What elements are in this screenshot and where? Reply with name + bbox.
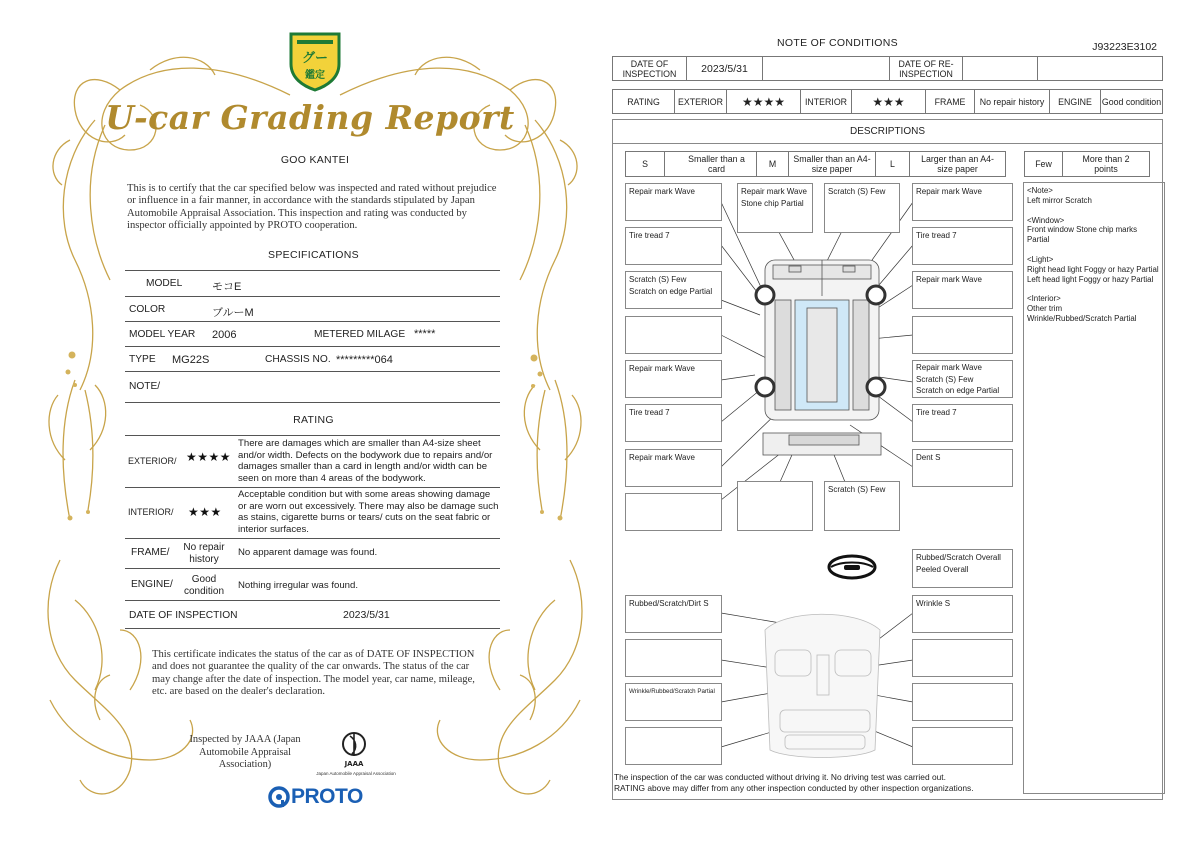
steering-wheel-icon bbox=[829, 556, 875, 578]
car-top-view-icon bbox=[763, 260, 881, 455]
date-inspection-value: 2023/5/31 bbox=[686, 56, 763, 81]
note-label: NOTE/ bbox=[129, 381, 161, 392]
divider bbox=[125, 321, 500, 322]
legend-m: M bbox=[756, 151, 789, 177]
divider bbox=[125, 628, 500, 629]
exterior-note-box: Tire tread 7 bbox=[912, 227, 1013, 265]
interior-note-box bbox=[912, 639, 1013, 677]
interior-note-box: Rubbed/Scratch/Dirt S bbox=[625, 595, 722, 633]
exterior-note-box bbox=[737, 481, 813, 531]
exterior-note-box: Repair mark Wave bbox=[912, 271, 1013, 309]
divider bbox=[125, 346, 500, 347]
exterior-note-box: Scratch (S) Few Scratch on edge Partial bbox=[625, 271, 722, 309]
legend-l: L bbox=[875, 151, 910, 177]
proto-logo-text: PROTO bbox=[291, 785, 363, 808]
remark-interior: <Interior> Other trim Wrinkle/Rubbed/Scratch Partial bbox=[1027, 294, 1137, 323]
legend-s-desc: Smaller than a card bbox=[664, 151, 769, 177]
car-interior-view-icon bbox=[765, 614, 880, 757]
interior-note-box bbox=[625, 727, 722, 765]
exterior-note-box: Repair mark Wave bbox=[625, 449, 722, 487]
exterior-note-box bbox=[625, 316, 722, 354]
legend-few: Few bbox=[1024, 151, 1063, 177]
divider bbox=[125, 568, 500, 569]
legend-few-desc: More than 2 points bbox=[1062, 151, 1150, 177]
divider bbox=[125, 435, 500, 436]
wheel-icon bbox=[867, 286, 885, 304]
certificate-title: U-car Grading Report bbox=[105, 98, 515, 137]
frame-value: No repair history bbox=[974, 89, 1050, 114]
exterior-note-box bbox=[912, 316, 1013, 354]
exterior-note-box: Repair mark Wave bbox=[625, 183, 722, 221]
exterior-note-box: Tire tread 7 bbox=[625, 404, 722, 442]
exterior-stars: ★★★★ bbox=[726, 89, 801, 114]
frame-label: FRAME bbox=[925, 89, 975, 114]
chassis-value: *********064 bbox=[336, 354, 393, 366]
model-year-value: 2006 bbox=[212, 329, 237, 341]
interior-note-box: Wrinkle/Rubbed/Scratch Partial bbox=[625, 683, 722, 721]
interior-note-box bbox=[625, 639, 722, 677]
exterior-note-box: Scratch (S) Few bbox=[824, 183, 900, 233]
certificate-intro: This is to certify that the car specified below was inspected and rated without prejudice or influence in a fair manner, in accordance with the standards stipulated by Japan Automobile Appraisal Association. This inspection and rating was conducted by inspector officially appointed by PROTO cooperation. bbox=[127, 183, 497, 232]
goo-kantei-badge-icon bbox=[287, 30, 343, 92]
engine-description: Nothing irregular was found. bbox=[238, 580, 358, 591]
divider bbox=[125, 296, 500, 297]
jaaa-abbreviation: JAAA bbox=[344, 760, 364, 768]
descriptions-heading: DESCRIPTIONS bbox=[612, 119, 1163, 144]
color-value: ブルーM bbox=[212, 307, 254, 319]
exterior-label: EXTERIOR bbox=[674, 89, 727, 114]
report-code: J93223E3102 bbox=[1092, 41, 1157, 53]
note-title: NOTE OF CONDITIONS bbox=[777, 37, 898, 49]
exterior-stars: ★★★★ bbox=[186, 450, 232, 464]
wheel-icon bbox=[756, 378, 774, 396]
metered-mileage-label: METERED MILAGE bbox=[314, 329, 406, 340]
remarks-panel bbox=[1023, 182, 1165, 794]
interior-note-box bbox=[912, 727, 1013, 765]
model-label: MODEL bbox=[146, 278, 183, 289]
legend-l-desc: Larger than an A4-size paper bbox=[909, 151, 1006, 177]
divider bbox=[125, 371, 500, 372]
exterior-note-box: Repair mark Wave bbox=[912, 183, 1013, 221]
exterior-label: EXTERIOR/ bbox=[128, 456, 177, 466]
rating-label: RATING bbox=[612, 89, 675, 114]
jaaa-full-name: Japan Automobile Appraisal Association bbox=[316, 771, 396, 776]
engine-label: ENGINE bbox=[1049, 89, 1101, 114]
exterior-note-box: Dent S bbox=[912, 449, 1013, 487]
frame-value: No repair history bbox=[183, 542, 225, 565]
steering-note-box: Rubbed/Scratch Overall Peeled Overall bbox=[912, 549, 1013, 588]
inspection-date-value: 2023/5/31 bbox=[343, 609, 390, 621]
legend-m-desc: Smaller than an A4-size paper bbox=[788, 151, 876, 177]
exterior-note-box: Scratch (S) Few bbox=[824, 481, 900, 531]
interior-stars: ★★★ bbox=[188, 505, 222, 519]
wheel-icon bbox=[756, 286, 774, 304]
certificate-disclaimer: This certificate indicates the status of the car as of DATE OF INSPECTION and does not guarantee the quality of the car onwards. The status of the car may change after the date of inspection. The model year, car name, mileage, etc. are based on the dealer's declaration. bbox=[152, 649, 475, 698]
interior-note-box: Wrinkle S bbox=[912, 595, 1013, 633]
proto-logo-icon bbox=[268, 786, 290, 808]
interior-label: INTERIOR/ bbox=[128, 507, 174, 517]
inspected-by: Inspected by JAAA (Japan Automobile Appraisal Association) bbox=[189, 734, 301, 771]
note-of-conditions bbox=[605, 30, 1170, 800]
interior-stars: ★★★ bbox=[851, 89, 926, 114]
divider bbox=[125, 538, 500, 539]
interior-note-box bbox=[912, 683, 1013, 721]
footnote-rating: RATING above may differ from any other inspection conducted by other inspection organizations. bbox=[614, 783, 974, 793]
svg-text:鑑定: 鑑定 bbox=[305, 70, 325, 81]
exterior-note-box bbox=[625, 493, 722, 531]
divider bbox=[125, 270, 500, 271]
type-label: TYPE bbox=[129, 354, 156, 365]
exterior-note-box: Repair mark Wave Stone chip Partial bbox=[737, 183, 813, 233]
engine-value: Good condition bbox=[183, 574, 225, 597]
divider bbox=[125, 600, 500, 601]
footnote-driving: The inspection of the car was conducted without driving it. No driving test was carried out. bbox=[614, 772, 946, 782]
jaaa-logo-icon bbox=[340, 730, 368, 768]
exterior-description: There are damages which are smaller than A4-size sheet and/or width. Defects on the bodywork due to repairs and/or damages smaller than a card in length and/or width can be seen on more than 4 areas of the bodywork. bbox=[238, 438, 493, 484]
reinspection-label: DATE OF RE-INSPECTION bbox=[889, 56, 963, 81]
divider bbox=[125, 487, 500, 488]
date-inspection-label: DATE OF INSPECTION bbox=[612, 56, 687, 81]
metered-mileage-value: ***** bbox=[414, 328, 436, 340]
exterior-note-box: Tire tread 7 bbox=[912, 404, 1013, 442]
engine-label: ENGINE/ bbox=[131, 579, 173, 590]
remark-light: <Light> Right head light Foggy or hazy Partial Left head light Foggy or hazy Partial bbox=[1027, 254, 1159, 284]
model-value: モコE bbox=[212, 281, 242, 293]
exterior-note-box: Tire tread 7 bbox=[625, 227, 722, 265]
model-year-label: MODEL YEAR bbox=[129, 329, 196, 340]
remark-note: <Note> Left mirror Scratch bbox=[1027, 186, 1092, 205]
legend-s: S bbox=[625, 151, 665, 177]
frame-description: No apparent damage was found. bbox=[238, 547, 378, 558]
remark-window: <Window> Front window Stone chip marks Partial bbox=[1027, 215, 1138, 245]
chassis-label: CHASSIS NO. bbox=[265, 354, 331, 365]
divider bbox=[125, 402, 500, 403]
rating-heading: RATING bbox=[293, 414, 334, 426]
exterior-note-box: Repair mark Wave bbox=[625, 360, 722, 398]
interior-label: INTERIOR bbox=[800, 89, 852, 114]
specifications-heading: SPECIFICATIONS bbox=[268, 249, 359, 261]
type-value: MG22S bbox=[172, 354, 210, 366]
interior-description: Acceptable condition but with some areas showing damage or are worn out excessively. There may also be damage such as stains, cigarette burns or tears/ cuts on the seat fabric or interior surfaces. bbox=[238, 489, 499, 535]
svg-text:グー: グー bbox=[301, 51, 329, 66]
color-label: COLOR bbox=[129, 304, 166, 315]
frame-label: FRAME/ bbox=[131, 547, 170, 558]
wheel-icon bbox=[867, 378, 885, 396]
engine-value: Good condition bbox=[1100, 89, 1163, 114]
certificate-subtitle: GOO KANTEI bbox=[280, 154, 350, 166]
inspection-date-label: DATE OF INSPECTION bbox=[129, 610, 238, 621]
exterior-note-box: Repair mark Wave Scratch (S) Few Scratch on edge Partial bbox=[912, 360, 1013, 398]
